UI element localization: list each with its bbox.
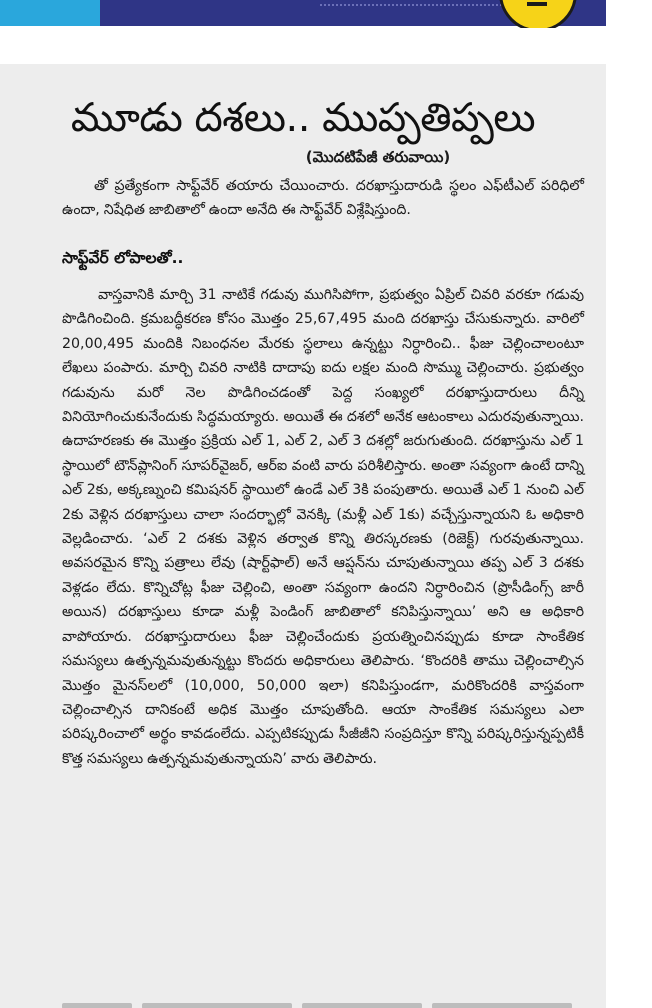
cut-off-next-line [62,994,592,1008]
article-continuation-note: (మొదటిపేజీ తరువాయి) [305,148,451,166]
page-margin [606,0,652,1008]
body-paragraph: వాస్తవానికి మార్చి 31 నాటికే గడువు ముగిసిపోగా, ప్రభుత్వం ఏప్రిల్ చివరి వరకూ గడువు పొడిగించింది. క్రమబద్ధీకరణ కోసం మొత్తం 25,67,495 మంది దరఖాస్తు చేసుకున్నారు. వారిలో 20,00,495 మందికి నిబంధనల మేరకు స్థలాలు ఉన్నట్టు నిర్ధారించి.. ఫీజు చెల్లించాలంటూ లేఖలు పంపారు. మార్చి చివరి నాటికి దాదాపు ఐదు లక్షల మంది సొమ్ము చెల్లించారు. ప్రభుత్వం గడువును మరో నెల పొడిగించడంతో పెద్ద సంఖ్యలో దరఖాస్తుదారులు దీన్ని వినియోగించుకునేందుకు సిద్ధమయ్యారు. అయితే ఈ దశలో అనేక ఆటంకాలు ఎదురవుతున్నాయి. ఉదాహరణకు ఈ మొత్తం ప్రక్రియ ఎల్ 1, ఎల్ 2, ఎల్ 3 దశల్లో జరుగుతుంది. దరఖాస్తును ఎల్ 1 స్థాయిలో టౌన్‌ప్లానింగ్ సూపర్‌వైజర్, ఆర్ఐ వంటి వారు పరిశీలిస్తారు. అంతా సవ్యంగా ఉంటే దాన్ని ఎల్ 2కు, అక్కణ్నుంచి కమిషనర్ స్థాయిలో ఉండే ఎల్ 3కి పంపుతారు. అయితే ఎల్ 1 నుంచి ఎల్ 2కు వెళ్లిన దరఖాస్తులు చాలా సందర్భాల్లో వెనక్కి (మళ్లీ ఎల్ 1కు) వచ్చేస్తున్నాయని ఓ అధికారి వెల్లడించారు. ‘ఎల్ 2 దశకు వెళ్లిన తర్వాత కొన్ని తిరస్కరణకు (రిజెక్ట్) గురవుతున్నాయి. అవసరమైన కొన్ని పత్రాలు లేవు (షార్ట్‌ఫాల్) అనే ఆప్షన్‌ను చూపుతున్నాయి తప్ప ఎల్ 3 దశకు వెళ్లడం లేదు. కొన్నిచోట్ల ఫీజు చెల్లించి, అంతా సవ్యంగా ఉందని నిర్ధారించిన (ప్రొసీడింగ్స్ జారీ అయిన) దరఖాస్తులు కూడా మళ్లీ పెండింగ్ జాబితాలో కనిపిస్తున్నాయి’ అని ఆ అధికారి వాపోయారు. దరఖాస్తుదారులు ఫీజు చెల్లించేందుకు ప్రయత్నించినప్పుడు కూడా సాంకేతిక సమస్యలు ఉత్పన్నమవుతున్నట్టు కొందరు అధికారులు తెలిపారు. ‘కొందరికి తాము చెల్లించాల్సిన మొత్తం మైనస్‌లలో (10,000, 50,000 ఇలా) కనిపిస్తుండగా, మరికొందరికి వాస్తవంగా చెల్లించాల్సిన దానికంటే అధిక మొత్తం చూపుతోంది. ఆయా సాంకేతిక సమస్యలు ఎలా పరిష్కరించాలో అర్థం కావడంలేదు. ఎప్పటికప్పుడు సీజీజీని సంప్రదిస్తూ కొన్ని పరిష్కరిస్తున్నప్పటికీ కొత్త సమస్యలు ఉత్పన్నమవుతున్నాయని’ వారు తెలిపారు. [62,287,584,767]
article-title: మూడు దశలు.. ముప్పతిప్పలు [70,95,536,141]
top-banner [0,0,606,28]
section-subheading: సాఫ్ట్‌వేర్ లోపాలతో.. [62,249,184,267]
intro-paragraph: తో ప్రత్యేకంగా సాఫ్ట్‌వేర్ తయారు చేయించారు. దరఖాస్తుదారుడి స్థలం ఎఫ్‌టీఎల్ పరిధిలో ఉందా, నిషేధిత జాబితాలో ఉందా అనేది ఈ సాఫ్ట్‌వేర్ విశ్లేషిస్తుంది. [62,178,584,219]
badge-mark [527,2,547,6]
banner-cyan-block [0,0,100,26]
